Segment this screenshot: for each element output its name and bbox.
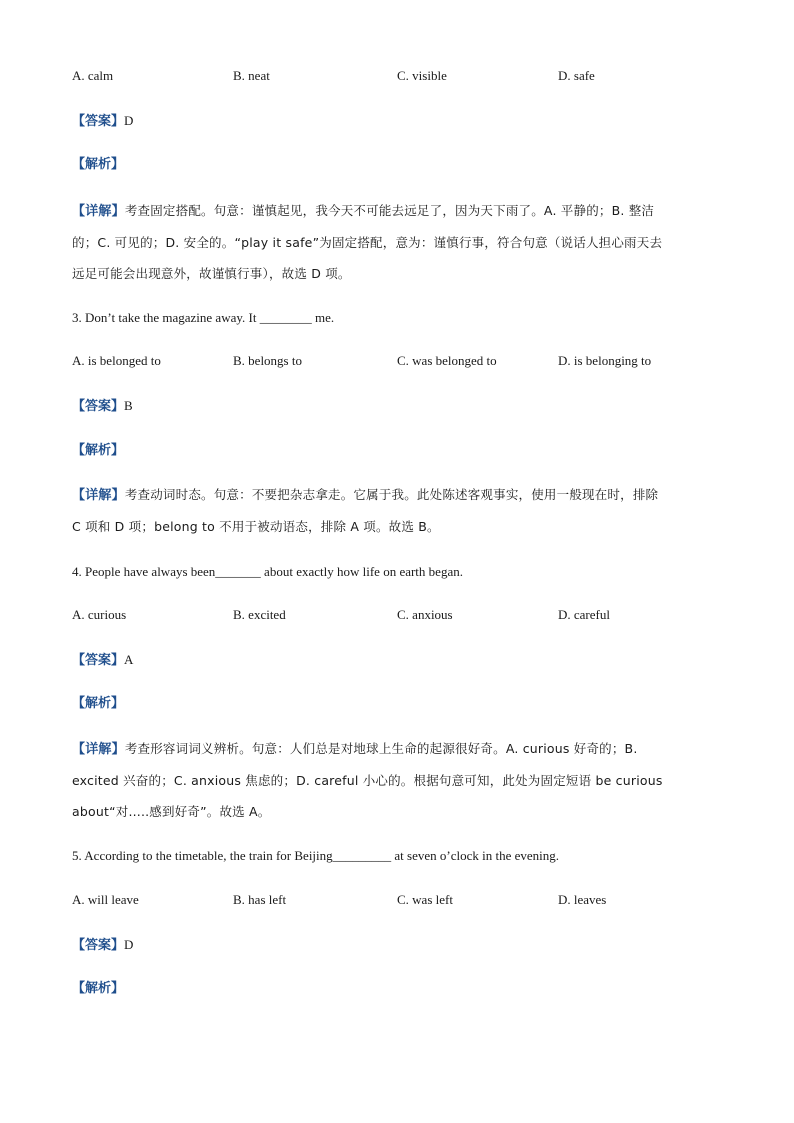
q4-option-a: A. curious <box>72 607 127 622</box>
q2-detail-line-2: 的；C. 可见的；D. 安全的。“play it safe”为固定搭配，意为：谨慎行事，符合句意（说话人担心雨天去 <box>72 235 663 250</box>
q2-answer <box>72 105 722 137</box>
q5-answer-value: D <box>124 937 134 952</box>
q4-option-d: D. careful <box>558 607 610 622</box>
q5-question: 5. According to the timetable, the train for Beijing_________ at seven o’clock in the evening. <box>72 848 560 863</box>
q3-answer-value: B <box>124 398 133 413</box>
answer-label: 【答案】 <box>72 114 125 129</box>
q4-detail-line-3: about“对.....感到好奇”。故选 A。 <box>72 804 271 819</box>
q4-answer-value: A <box>124 652 134 667</box>
q3-detail-line-1: 【详解】考查动词时态。句意：不要把杂志拿走。它属于我。此处陈述客观事实，使用一般现在时，排除 <box>72 487 659 503</box>
q5-option-a: A. will leave <box>72 892 139 907</box>
q2-option-b: B. neat <box>233 68 270 83</box>
q4-detail-line-1: 【详解】考查形容词词义辨析。句意：人们总是对地球上生命的起源很好奇。A. curious 好奇的；B. <box>72 741 638 757</box>
q3-option-b: B. belongs to <box>233 353 302 368</box>
q4-detail-line-2: excited 兴奋的；C. anxious 焦虑的；D. careful 小心的。根据句意可知，此处为固定短语 be curious <box>72 773 663 788</box>
detail-label: 【详解】 <box>72 742 125 757</box>
answer-label: 【答案】 <box>72 938 125 953</box>
q5-option-c: C. was left <box>397 892 453 907</box>
q3-option-a: A. is belonged to <box>72 353 161 368</box>
q2-detail-line-1: 【详解】考查固定搭配。句意：谨慎起见，我今天不可能去远足了，因为天下雨了。A. 平静的；B. 整洁 <box>72 203 655 219</box>
q3-detail-line-2: C 项和 D 项；belong to 不用于被动语态，排除 A 项。故选 B。 <box>72 519 440 534</box>
q3-option-c: C. was belonged to <box>397 353 497 368</box>
q5-option-b: B. has left <box>233 892 287 907</box>
detail-label: 【详解】 <box>72 488 125 503</box>
q3-options <box>72 351 732 371</box>
q4-detail <box>72 733 724 827</box>
analysis-label: 【解析】 <box>72 696 125 711</box>
q3-question: 3. Don’t take the magazine away. It ________ me. <box>72 310 335 325</box>
q5-options <box>72 890 732 910</box>
q3-option-d: D. is belonging to <box>558 353 652 368</box>
analysis-label: 【解析】 <box>72 981 125 996</box>
q4-option-b: B. excited <box>233 607 286 622</box>
q3-analysis-heading <box>72 435 722 466</box>
q2-option-d: D. safe <box>558 68 595 83</box>
q4-question: 4. People have always been_______ about exactly how life on earth began. <box>72 564 463 579</box>
q2-option-a: A. calm <box>72 68 114 83</box>
q2-answer-value: D <box>124 113 134 128</box>
detail-label: 【详解】 <box>72 204 125 219</box>
q4-option-c: C. anxious <box>397 607 453 622</box>
q4-options <box>72 605 732 625</box>
q3-answer <box>72 390 722 422</box>
answer-label: 【答案】 <box>72 653 125 668</box>
analysis-label: 【解析】 <box>72 443 125 458</box>
q5-option-d: D. leaves <box>558 892 607 907</box>
q4-answer <box>72 644 722 676</box>
answer-label: 【答案】 <box>72 399 125 414</box>
q2-detail-line-3: 远足可能会出现意外，故谨慎行事），故选 D 项。 <box>72 266 351 281</box>
analysis-label: 【解析】 <box>72 157 125 172</box>
q4-analysis-heading <box>72 688 722 719</box>
q2-options <box>72 66 732 86</box>
q5-answer <box>72 929 722 961</box>
q2-option-c: C. visible <box>397 68 447 83</box>
q3-detail <box>72 479 724 542</box>
q2-detail <box>72 195 724 289</box>
q5-analysis-heading <box>72 973 722 1004</box>
q2-analysis-heading <box>72 149 722 180</box>
